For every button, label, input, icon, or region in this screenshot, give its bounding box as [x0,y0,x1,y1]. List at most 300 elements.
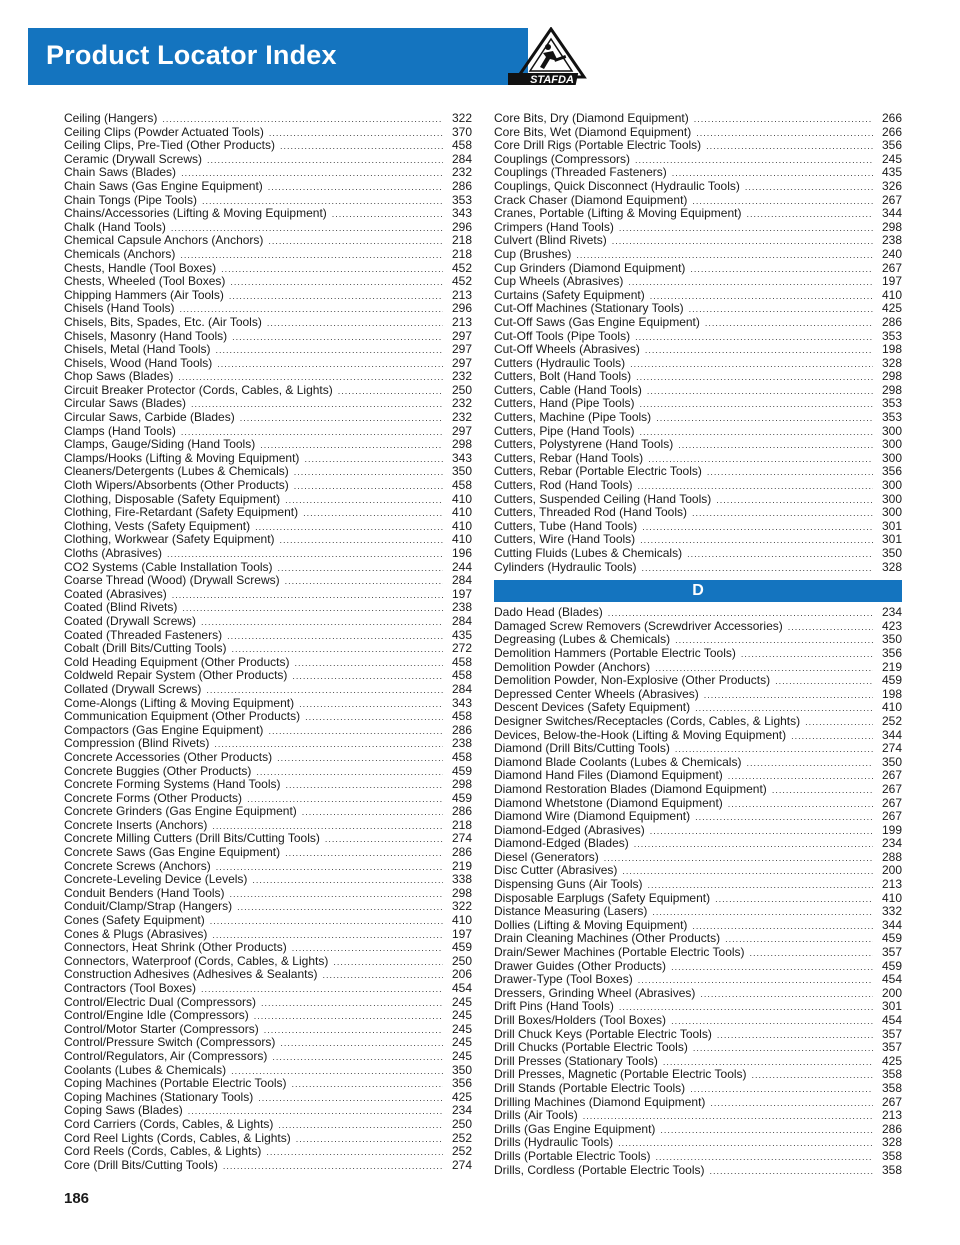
entry-page-number: 219 [451,858,472,873]
entry-page-number: 274 [451,831,472,846]
entry-name: Ceiling (Hangers) [64,111,158,125]
entry-page-number: 356 [881,645,902,660]
dot-leader [612,235,873,249]
index-entry [494,1082,902,1096]
index-entry [64,656,472,670]
entry-name: Contractors (Tool Boxes) [64,981,197,995]
dot-leader [805,716,873,730]
entry-name: Diamond (Drill Bits/Cutting Tools) [494,741,670,756]
entry-name: Damaged Screw Removers (Screwdriver Accessories) [494,618,783,633]
dot-leader [304,453,443,467]
dot-leader [272,1051,443,1065]
entry-name: Coated (Drywall Screws) [64,613,197,628]
entry-page-number: 410 [451,505,472,520]
dot-leader [278,1119,443,1133]
index-entry [64,1145,472,1159]
entry-name: Concrete Grinders (Gas Engine Equipment) [64,804,297,819]
entry-page-number: 458 [451,654,472,669]
entry-name: Cut-Off Machines (Stationary Tools) [494,301,684,316]
entry-name: Coldweld Repair System (Other Products) [64,668,288,683]
dot-leader [227,630,443,644]
entry-name: Drain Cleaning Machines (Other Products) [494,931,721,946]
index-entry [64,547,472,561]
index-entry [494,357,902,371]
dot-leader [230,888,443,902]
entry-page-number: 298 [451,437,472,452]
index-entry [494,1096,902,1110]
index-entry [64,153,472,167]
dot-leader [704,689,873,703]
entry-page-number: 240 [881,246,902,261]
dot-leader [694,113,873,127]
dot-leader [266,1146,443,1160]
entry-name: Coping Machines (Stationary Tools) [64,1089,254,1104]
index-entry [494,783,902,797]
entry-name: Devices, Below-the-Hook (Lifting & Moving Equipment) [494,727,787,742]
index-entry [64,710,472,724]
index-entry [494,452,902,466]
dot-leader [671,961,873,975]
entry-page-number: 286 [451,178,472,193]
entry-page-number: 274 [451,1157,472,1172]
dot-leader [696,127,873,141]
entry-name: Concrete Inserts (Anchors) [64,817,208,832]
entry-name: Depressed Center Wheels (Abrasives) [494,686,699,701]
entry-page-number: 250 [451,382,472,397]
index-entry [494,330,902,344]
entry-page-number: 267 [881,1094,902,1109]
dot-leader [715,893,873,907]
entry-name: Chain Tongs (Pipe Tools) [64,192,197,207]
index-entry [64,1050,472,1064]
entry-page-number: 410 [881,700,902,715]
index-entry [64,561,472,575]
index-entry [64,574,472,588]
index-entry [494,234,902,248]
entry-name: Conduit Benders (Hand Tools) [64,885,225,900]
dot-leader [237,901,443,915]
index-entry [494,824,902,838]
index-entry [64,683,472,697]
entry-name: Connectors, Heat Shrink (Other Products) [64,940,287,955]
index-entry [64,479,472,493]
entry-name: Chests, Handle (Tool Boxes) [64,260,217,275]
dot-leader [210,915,443,929]
index-entry [494,411,902,425]
index-entry [64,982,472,996]
entry-name: Control/Electric Dual (Compressors) [64,994,257,1009]
entry-page-number: 410 [881,890,902,905]
entry-name: Cold Heading Equipment (Other Products) [64,654,290,669]
entry-name: Chisels (Hand Tools) [64,301,175,316]
entry-page-number: 284 [451,613,472,628]
entry-page-number: 288 [881,849,902,864]
entry-name: Chalk (Hand Tools) [64,219,166,234]
entry-page-number: 454 [451,981,472,995]
entry-page-number: 458 [451,668,472,683]
entry-name: Cutters, Threaded Rod (Hand Tools) [494,505,687,520]
entry-page-number: 344 [881,727,902,742]
entry-name: Clothing, Disposable (Safety Equipment) [64,491,281,506]
entry-name: Drills (Gas Engine Equipment) [494,1121,656,1136]
entry-name: Dado Head (Blades) [494,605,603,620]
index-entry [494,221,902,235]
entry-page-number: 286 [881,314,902,329]
index-entry [494,506,902,520]
entry-page-number: 284 [451,681,472,696]
dot-leader [333,956,443,970]
entry-page-number: 218 [451,233,472,248]
dot-leader [286,779,443,793]
index-entry [64,724,472,738]
entry-name: Cutters, Rod (Hand Tools) [494,478,633,493]
dot-leader [705,317,873,331]
dot-leader [267,317,443,331]
index-entry [494,479,902,493]
entry-page-number: 267 [881,768,902,783]
index-entry [494,275,902,289]
index-entry [64,112,472,126]
index-entry [64,1159,472,1173]
entry-page-number: 452 [451,260,472,275]
entry-name: Cutters (Hydraulic Tools) [494,355,626,370]
index-entry [64,221,472,235]
index-entry [494,533,902,547]
entry-page-number: 298 [881,369,902,384]
entry-name: Curtains (Safety Equipment) [494,287,645,302]
index-entry [494,1041,902,1055]
index-column-right [494,112,902,1177]
entry-name: Drift Pins (Hand Tools) [494,999,614,1014]
entry-page-number: 322 [451,111,472,125]
entry-page-number: 218 [451,246,472,261]
entry-page-number: 245 [451,1048,472,1063]
dot-leader [258,1092,443,1106]
dot-leader [750,947,873,961]
entry-page-number: 410 [881,287,902,302]
index-entry [64,819,472,833]
index-entry [64,234,472,248]
index-entry [494,126,902,140]
entry-name: Core (Drill Bits/Cutting Tools) [64,1157,218,1172]
entry-page-number: 266 [881,111,902,125]
index-entry [64,126,472,140]
entry-page-number: 198 [881,686,902,701]
entry-name: Cones & Plugs (Abrasives) [64,926,208,941]
dot-leader [217,358,443,372]
dot-leader [693,1042,873,1056]
index-entry [64,669,472,683]
dot-leader [338,385,443,399]
entry-page-number: 344 [881,206,902,221]
index-entry [64,941,472,955]
index-entry [64,1118,472,1132]
index-entry [64,357,472,371]
index-entry [494,397,902,411]
entry-name: Circular Saws (Blades) [64,396,187,411]
index-entry [64,1036,472,1050]
dot-leader [207,154,443,168]
index-entry [64,384,472,398]
entry-name: Dispensing Guns (Air Tools) [494,877,643,892]
entry-name: Drill Chucks (Portable Electric Tools) [494,1040,688,1055]
entry-name: Distance Measuring (Lasers) [494,904,648,919]
entry-page-number: 358 [881,1148,902,1163]
index-entry [494,343,902,357]
index-entry [64,1091,472,1105]
entry-page-number: 459 [451,790,472,805]
index-entry [64,914,472,928]
entry-page-number: 232 [451,396,472,411]
entry-name: Cup Wheels (Abrasives) [494,274,624,289]
entry-page-number: 454 [881,972,902,987]
entry-name: Diamond Wire (Diamond Equipment) [494,809,691,824]
entry-name: Control/Regulators, Air (Compressors) [64,1048,268,1063]
entry-page-number: 370 [451,124,472,139]
section-heading-d: D [494,580,902,602]
entry-page-number: 234 [881,605,902,620]
index-entry [64,792,472,806]
index-entry [64,520,472,534]
index-entry [494,438,902,452]
dot-leader [630,358,873,372]
entry-page-number: 244 [451,559,472,574]
entry-name: Come-Alongs (Lifting & Moving Equipment) [64,695,295,710]
entry-name: Chisels, Wood (Hand Tools) [64,355,213,370]
entry-name: Chemicals (Anchors) [64,246,176,261]
entry-name: Cup Grinders (Diamond Equipment) [494,260,686,275]
entry-page-number: 358 [881,1162,902,1177]
entry-name: Diamond-Edged (Blades) [494,836,629,851]
dot-leader [325,833,443,847]
index-entry [64,832,472,846]
entry-page-number: 213 [881,1108,902,1123]
dot-leader [791,730,873,744]
dot-leader [294,480,443,494]
dot-leader [172,589,443,603]
index-entry [494,864,902,878]
index-entry [494,425,902,439]
dot-leader [240,412,443,426]
entry-page-number: 200 [881,863,902,878]
dot-leader [285,575,443,589]
entry-name: Chemical Capsule Anchors (Anchors) [64,233,264,248]
index-entry [494,647,902,661]
entry-page-number: 343 [451,206,472,221]
entry-page-number: 286 [451,845,472,860]
entry-name: Drills, Cordless (Portable Electric Tools) [494,1162,705,1177]
entry-name: Concrete Forms (Other Products) [64,790,243,805]
entry-name: Core Bits, Dry (Diamond Equipment) [494,111,689,125]
entry-name: Cutters, Polystyrene (Hand Tools) [494,437,674,452]
entry-page-number: 350 [451,464,472,479]
entry-page-number: 410 [451,913,472,928]
entry-name: Dressers, Grinding Wheel (Abrasives) [494,985,696,1000]
entry-page-number: 458 [451,749,472,764]
entry-name: Compactors (Gas Engine Equipment) [64,722,264,737]
index-entry [64,262,472,276]
entry-page-number: 218 [451,817,472,832]
entry-name: Cutters, Wire (Hand Tools) [494,532,636,547]
entry-page-number: 353 [881,396,902,411]
dot-leader [745,181,873,195]
entry-name: Cup (Brushes) [494,246,572,261]
index-list-d [494,606,902,1177]
entry-name: Concrete Forming Systems (Hand Tools) [64,777,281,792]
index-entry [64,139,472,153]
entry-name: Chop Saws (Blades) [64,369,174,384]
dot-leader [752,1069,873,1083]
entry-page-number: 459 [881,673,902,688]
dot-leader [296,1133,443,1147]
dot-leader [650,825,873,839]
index-entry [494,620,902,634]
index-entry [494,606,902,620]
entry-name: Chain Saws (Gas Engine Equipment) [64,178,263,193]
dot-leader [180,249,443,263]
dot-leader [690,1083,873,1097]
entry-page-number: 274 [881,741,902,756]
entry-name: Circular Saws, Carbide (Blades) [64,410,235,425]
dot-leader [647,385,873,399]
entry-page-number: 328 [881,1135,902,1150]
entry-name: Coping Saws (Blades) [64,1103,183,1118]
entry-page-number: 234 [451,1103,472,1118]
entry-name: Clothing, Workwear (Safety Equipment) [64,532,275,547]
index-entry [64,1009,472,1023]
entry-page-number: 197 [451,926,472,941]
entry-name: Cleaners/Detergents (Lubes & Chemicals) [64,464,289,479]
entry-name: Cord Reel Lights (Cords, Cables, & Lights) [64,1130,291,1145]
entry-name: Coated (Threaded Fasteners) [64,627,223,642]
index-entry [494,1109,902,1123]
dot-leader [645,344,873,358]
index-entry [64,330,472,344]
index-entry [64,452,472,466]
entry-page-number: 459 [451,940,472,955]
entry-page-number: 267 [881,795,902,810]
entry-page-number: 219 [881,659,902,674]
index-entry [494,851,902,865]
entry-page-number: 332 [881,904,902,919]
entry-name: Chests, Wheeled (Tool Boxes) [64,274,226,289]
entry-page-number: 343 [451,695,472,710]
dot-leader [232,331,443,345]
index-entry [64,1077,472,1091]
dot-leader [687,548,873,562]
dot-leader [254,1010,443,1024]
entry-page-number: 197 [881,274,902,289]
entry-name: Drills (Air Tools) [494,1108,578,1123]
dot-leader [303,507,443,521]
dot-leader [268,181,443,195]
dot-leader [746,757,873,771]
entry-name: Clamps, Gauge/Siding (Hand Tools) [64,437,256,452]
entry-name: Ceiling Clips (Powder Actuated Tools) [64,124,264,139]
index-entry [64,873,472,887]
index-entry [494,493,902,507]
dot-leader [285,494,443,508]
index-entry [64,180,472,194]
index-entry [494,973,902,987]
page-number: 186 [64,1190,90,1207]
entry-page-number: 272 [451,641,472,656]
index-entry [64,601,472,615]
entry-page-number: 297 [451,328,472,343]
entry-page-number: 459 [881,958,902,973]
dot-leader [332,208,443,222]
index-entry [64,860,472,874]
index-entry [494,207,902,221]
entry-page-number: 322 [451,899,472,914]
entry-name: Core Bits, Wet (Diamond Equipment) [494,124,692,139]
entry-page-number: 300 [881,478,902,493]
index-entry [494,465,902,479]
entry-name: Conduit/Clamp/Strap (Hangers) [64,899,233,914]
entry-page-number: 356 [881,464,902,479]
index-entry [64,533,472,547]
entry-page-number: 350 [881,546,902,560]
index-entry [64,642,472,656]
index-entry [64,438,472,452]
entry-name: Core Drill Rigs (Portable Electric Tools) [494,138,702,153]
index-entry [494,769,902,783]
index-entry [494,289,902,303]
dot-leader [640,398,873,412]
entry-name: Couplings, Quick Disconnect (Hydraulic Tools) [494,178,740,193]
dot-leader [775,675,873,689]
index-entry [64,615,472,629]
entry-name: Compression (Blind Rivets) [64,736,210,751]
dot-leader [223,1160,443,1174]
index-entry [494,194,902,208]
index-entry [64,955,472,969]
dot-leader [710,1165,873,1179]
entry-page-number: 245 [451,994,472,1009]
index-entry [64,506,472,520]
entry-name: Disc Cutter (Abrasives) [494,863,618,878]
entry-name: Demolition Hammers (Portable Electric Tools) [494,645,736,660]
entry-page-number: 245 [451,1008,472,1023]
entry-page-number: 301 [881,999,902,1014]
dot-leader [695,811,873,825]
entry-name: Communication Equipment (Other Products) [64,709,301,724]
index-entry [494,932,902,946]
entry-name: Cranes, Portable (Lifting & Moving Equipment) [494,206,742,221]
index-entry [494,674,902,688]
dot-leader [221,263,443,277]
entry-name: Demolition Powder, Non-Explosive (Other Products) [494,673,771,688]
entry-name: Drills (Hydraulic Tools) [494,1135,614,1150]
entry-page-number: 297 [451,342,472,357]
entry-page-number: 245 [451,1021,472,1036]
entry-name: Control/Pressure Switch (Compressors) [64,1035,276,1050]
index-entry [494,1000,902,1014]
entry-name: Cord Carriers (Cords, Cables, & Lights) [64,1116,274,1131]
entry-page-number: 452 [451,274,472,289]
entry-name: Concrete Accessories (Other Products) [64,749,273,764]
entry-page-number: 353 [881,410,902,425]
entry-name: Cut-Off Saws (Gas Engine Equipment) [494,314,700,329]
index-entry [494,520,902,534]
dot-leader [299,698,443,712]
index-entry [494,139,902,153]
entry-name: CO2 Systems (Cable Installation Tools) [64,559,273,574]
entry-page-number: 298 [881,382,902,397]
dot-leader [280,1037,443,1051]
entry-page-number: 213 [881,877,902,892]
entry-page-number: 284 [451,151,472,166]
